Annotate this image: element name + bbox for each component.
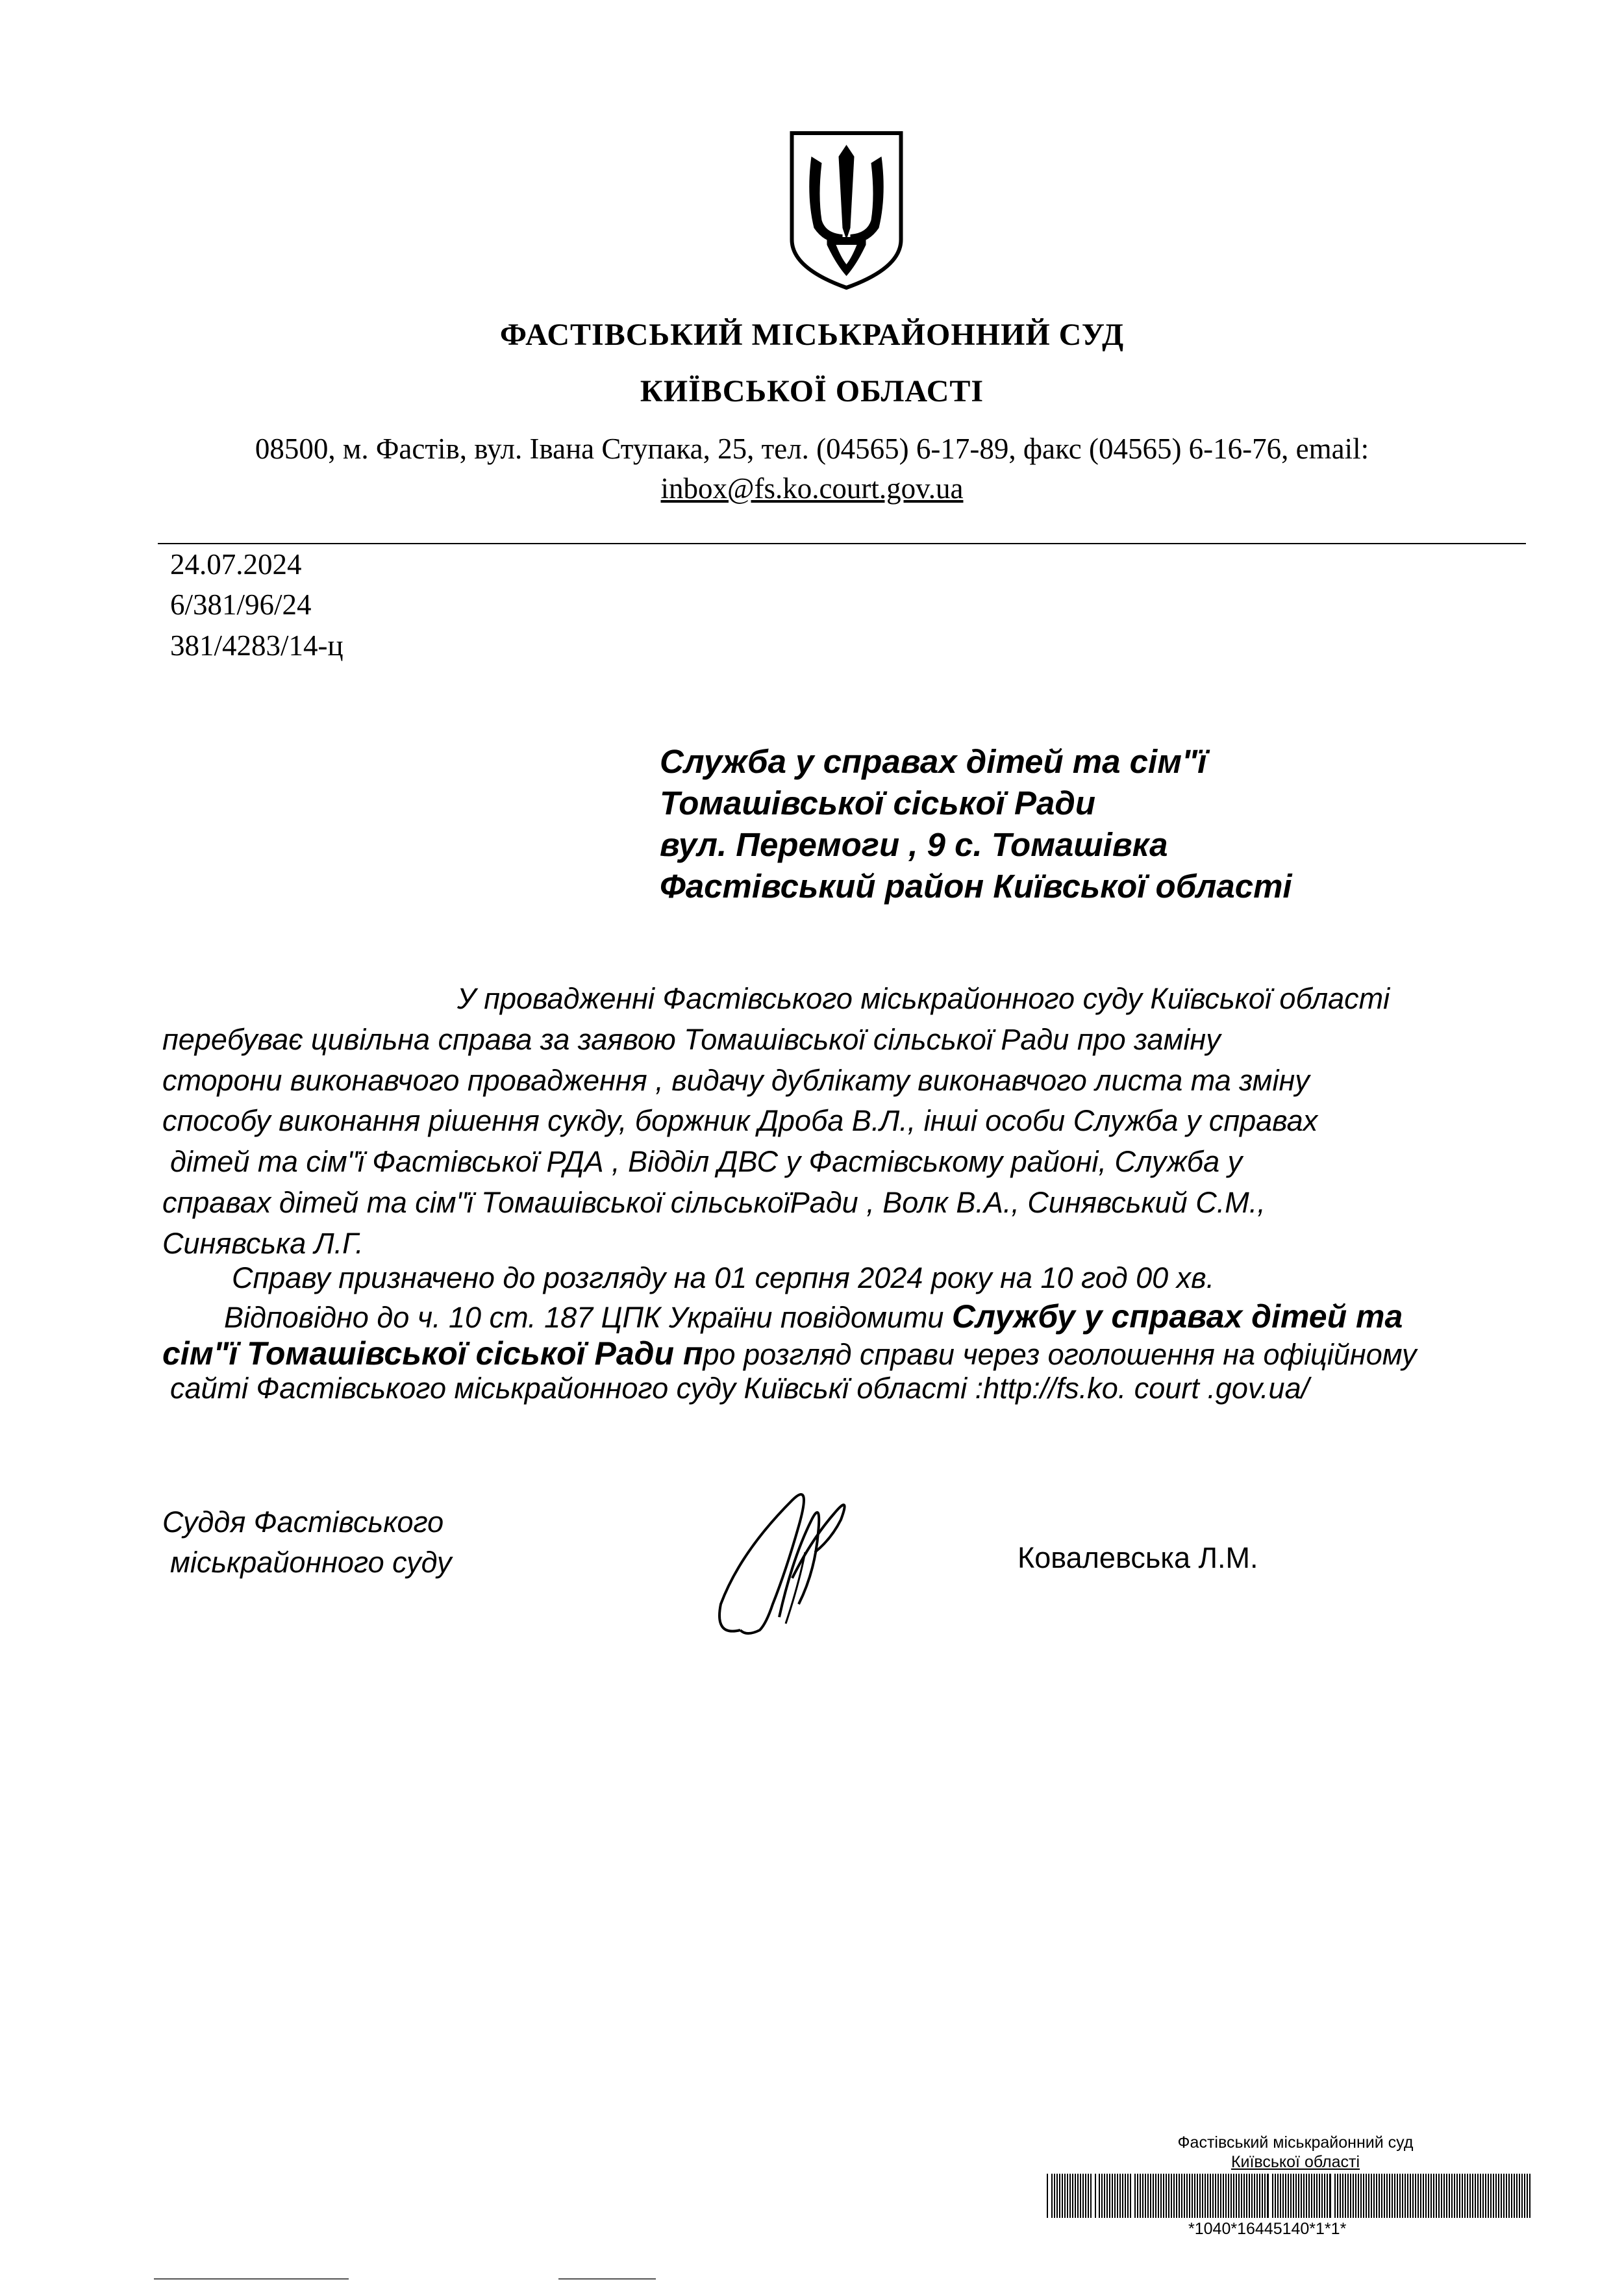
barcode-bar xyxy=(1381,2174,1382,2218)
barcode-bar xyxy=(1166,2174,1167,2218)
barcode-bar xyxy=(1425,2174,1427,2218)
barcode-icon xyxy=(1047,2174,1534,2218)
barcode-bar xyxy=(1480,2174,1481,2218)
barcode-bar xyxy=(1223,2174,1224,2218)
barcode-bar xyxy=(1112,2174,1113,2218)
barcode-bar xyxy=(1415,2174,1416,2218)
barcode-bar xyxy=(1158,2174,1159,2218)
barcode-bar xyxy=(1230,2174,1232,2218)
barcode-bar xyxy=(1511,2174,1512,2218)
barcode-bar xyxy=(1449,2174,1450,2218)
barcode-bar xyxy=(1127,2174,1129,2218)
barcode-bar xyxy=(1095,2174,1096,2218)
barcode-bar xyxy=(1410,2174,1411,2218)
body-line-9-emphasis: Службу у справах дітей та xyxy=(951,1298,1403,1335)
barcode-bar xyxy=(1321,2174,1323,2218)
barcode-bar xyxy=(1117,2174,1118,2218)
barcode-bar xyxy=(1134,2174,1136,2218)
body-line-3: сторони виконавчого провадження , видачу дублікату виконавчого листа та зміну xyxy=(162,1064,1310,1097)
barcode-bar xyxy=(1482,2174,1484,2218)
barcode-bar xyxy=(1075,2174,1076,2218)
barcode-bar xyxy=(1047,2174,1048,2218)
barcode-bar xyxy=(1233,2174,1234,2218)
barcode-bar xyxy=(1516,2174,1518,2218)
barcode-bar xyxy=(1210,2174,1211,2218)
barcode-bar xyxy=(1192,2174,1193,2218)
barcode-bar xyxy=(1064,2174,1066,2218)
barcode-bar xyxy=(1438,2174,1440,2218)
barcode-bar xyxy=(1508,2174,1510,2218)
barcode-bar xyxy=(1368,2174,1369,2218)
barcode-bar xyxy=(1218,2174,1219,2218)
barcode-bar xyxy=(1119,2174,1121,2218)
barcode-bar xyxy=(1501,2174,1502,2218)
barcode-bar xyxy=(1498,2174,1499,2218)
barcode-bar xyxy=(1285,2174,1286,2218)
barcode-bar xyxy=(1184,2174,1185,2218)
barcode-bar xyxy=(1430,2174,1432,2218)
court-region: КИЇВСЬКОЇ ОБЛАСТІ xyxy=(640,374,984,409)
barcode-bar xyxy=(1303,2174,1305,2218)
barcode-bar xyxy=(1212,2174,1214,2218)
barcode-bar xyxy=(1418,2174,1419,2218)
barcode-bar xyxy=(1373,2174,1375,2218)
body-line-10-emphasis: сім"ї Томашівської сіської Ради п xyxy=(162,1335,703,1372)
barcode-bar xyxy=(1446,2174,1447,2218)
barcode-bar xyxy=(1199,2174,1201,2218)
barcode-bar xyxy=(1456,2174,1458,2218)
barcode-bar xyxy=(1225,2174,1227,2218)
barcode-bar xyxy=(1101,2174,1103,2218)
handwritten-signature-icon xyxy=(701,1474,870,1643)
trident-emblem-icon xyxy=(788,131,905,290)
body-line-10 xyxy=(162,1335,1417,1372)
footer-line-left xyxy=(154,2278,349,2280)
judge-position-line-1: Суддя Фастівського xyxy=(162,1505,444,1539)
barcode-bar xyxy=(1059,2174,1060,2218)
body-line-9 xyxy=(224,1298,1403,1335)
body-line-11: сайті Фастівського міськрайонного суду Київськї області :http://fs.ko. court .gov.ua/ xyxy=(170,1372,1310,1405)
barcode-bar xyxy=(1085,2174,1086,2218)
barcode-bar xyxy=(1220,2174,1221,2218)
barcode-bar xyxy=(1295,2174,1297,2218)
barcode-bar xyxy=(1506,2174,1507,2218)
barcode-bar xyxy=(1205,2174,1206,2218)
barcode-bar xyxy=(1451,2174,1453,2218)
barcode-bar xyxy=(1340,2174,1341,2218)
barcode-bar xyxy=(1106,2174,1108,2218)
barcode-bar xyxy=(1125,2174,1126,2218)
barcode-bar xyxy=(1179,2174,1180,2218)
header-divider xyxy=(158,543,1526,544)
barcode-bar xyxy=(1189,2174,1190,2218)
barcode-bar xyxy=(1399,2174,1401,2218)
barcode-bar xyxy=(1514,2174,1515,2218)
barcode-bar xyxy=(1350,2174,1351,2218)
barcode-bar xyxy=(1163,2174,1164,2218)
body-line-2: перебуває цивільна справа за заявою Томашівської сільської Ради про заміну xyxy=(162,1023,1221,1056)
barcode-bar xyxy=(1130,2174,1131,2218)
barcode-bar xyxy=(1308,2174,1310,2218)
barcode-bar xyxy=(1392,2174,1393,2218)
barcode-bar xyxy=(1114,2174,1116,2218)
barcode-bar xyxy=(1394,2174,1395,2218)
barcode-bar xyxy=(1495,2174,1497,2218)
barcode-bar xyxy=(1319,2174,1320,2218)
barcode-bar xyxy=(1529,2174,1530,2218)
barcode-bar xyxy=(1207,2174,1208,2218)
barcode-bar xyxy=(1082,2174,1084,2218)
barcode-bar xyxy=(1454,2174,1455,2218)
barcode-bar xyxy=(1056,2174,1058,2218)
barcode-bar xyxy=(1327,2174,1328,2218)
barcode-bar xyxy=(1069,2174,1071,2218)
barcode-bar xyxy=(1099,2174,1100,2218)
barcode-bar xyxy=(1423,2174,1424,2218)
barcode-bar xyxy=(1376,2174,1377,2218)
body-line-9-text: Відповідно до ч. 10 ст. 187 ЦПК України повідомити xyxy=(224,1301,952,1334)
barcode-bar xyxy=(1379,2174,1380,2218)
barcode-bar xyxy=(1469,2174,1471,2218)
barcode-bar xyxy=(1249,2174,1250,2218)
barcode-bar xyxy=(1524,2174,1525,2218)
barcode-bar xyxy=(1329,2174,1331,2218)
court-email-link[interactable]: inbox@fs.ko.court.gov.ua xyxy=(660,472,964,505)
barcode-bar xyxy=(1145,2174,1146,2218)
barcode-bar xyxy=(1254,2174,1255,2218)
recipient-line-4: Фастівський район Київської області xyxy=(660,868,1292,905)
barcode-bar xyxy=(1345,2174,1346,2218)
barcode-bar xyxy=(1337,2174,1338,2218)
barcode-bar xyxy=(1488,2174,1489,2218)
barcode-bar xyxy=(1314,2174,1315,2218)
barcode-bar xyxy=(1171,2174,1172,2218)
barcode-bar xyxy=(1251,2174,1253,2218)
stamp-court-region: Київської області xyxy=(1230,2153,1360,2171)
barcode-bar xyxy=(1236,2174,1237,2218)
barcode-bar xyxy=(1090,2174,1092,2218)
barcode-bar xyxy=(1104,2174,1105,2218)
barcode-bar xyxy=(1306,2174,1307,2218)
barcode-bar xyxy=(1386,2174,1388,2218)
barcode-bar xyxy=(1360,2174,1362,2218)
body-line-10-text: ро розгляд справи через оголошення на офіційному xyxy=(703,1338,1417,1371)
barcode-bar xyxy=(1462,2174,1463,2218)
barcode-bar xyxy=(1420,2174,1421,2218)
barcode-bar xyxy=(1153,2174,1154,2218)
barcode-bar xyxy=(1475,2174,1476,2218)
barcode-bar xyxy=(1272,2174,1273,2218)
barcode-bar xyxy=(1347,2174,1349,2218)
barcode-bar xyxy=(1472,2174,1473,2218)
recipient-line-1: Служба у справах дітей та сім"ї xyxy=(660,743,1207,780)
court-name: ФАСТІВСЬКИЙ МІСЬКРАЙОННИЙ СУД xyxy=(499,318,1125,352)
barcode-bar xyxy=(1293,2174,1294,2218)
body-line-5: дітей та сім"ї Фастівської РДА , Відділ ДВС у Фастівському районі, Служба у xyxy=(170,1145,1243,1178)
barcode-bar xyxy=(1490,2174,1492,2218)
case-number: 381/4283/14-ц xyxy=(170,629,344,662)
barcode-bar xyxy=(1194,2174,1195,2218)
barcode-bar xyxy=(1072,2174,1073,2218)
barcode-bar xyxy=(1186,2174,1188,2218)
footer-line-right xyxy=(558,2278,656,2280)
barcode-bar xyxy=(1080,2174,1081,2218)
barcode-bar xyxy=(1389,2174,1390,2218)
barcode-bar xyxy=(1324,2174,1325,2218)
stamp-court-name: Фастівський міськрайонний суд xyxy=(1177,2133,1414,2152)
body-line-7: Синявська Л.Г. xyxy=(162,1227,364,1260)
barcode-bar xyxy=(1137,2174,1138,2218)
barcode-bar xyxy=(1363,2174,1364,2218)
barcode-bar xyxy=(1443,2174,1445,2218)
barcode-bar xyxy=(1282,2174,1284,2218)
barcode-bar xyxy=(1241,2174,1242,2218)
barcode-bar xyxy=(1301,2174,1302,2218)
barcode-bar xyxy=(1259,2174,1260,2218)
barcode-bar xyxy=(1051,2174,1053,2218)
barcode-bar xyxy=(1405,2174,1406,2218)
barcode-bar xyxy=(1238,2174,1240,2218)
barcode-bar xyxy=(1459,2174,1460,2218)
barcode-bar xyxy=(1485,2174,1486,2218)
barcode-bar xyxy=(1267,2174,1269,2218)
barcode-bar xyxy=(1397,2174,1398,2218)
barcode-bar xyxy=(1436,2174,1437,2218)
barcode-bar xyxy=(1176,2174,1177,2218)
barcode-bar xyxy=(1077,2174,1079,2218)
barcode-bar xyxy=(1228,2174,1229,2218)
barcode-bar xyxy=(1109,2174,1110,2218)
body-line-4: способу виконання рішення сукду, боржник Дроба В.Л., інші особи Служба у справах xyxy=(162,1104,1318,1137)
barcode-bar xyxy=(1316,2174,1318,2218)
barcode-bar xyxy=(1275,2174,1276,2218)
barcode-number: *1040*16445140*1*1* xyxy=(1188,2220,1347,2238)
barcode-bar xyxy=(1054,2174,1055,2218)
barcode-bar xyxy=(1477,2174,1479,2218)
barcode-bar xyxy=(1202,2174,1203,2218)
barcode-bar xyxy=(1503,2174,1505,2218)
barcode-bar xyxy=(1358,2174,1359,2218)
barcode-bar xyxy=(1428,2174,1429,2218)
barcode-bar xyxy=(1527,2174,1528,2218)
judge-position-line-2: міськрайонного суду xyxy=(170,1546,452,1579)
barcode-bar xyxy=(1088,2174,1089,2218)
barcode-bar xyxy=(1155,2174,1156,2218)
barcode-bar xyxy=(1366,2174,1367,2218)
barcode-bar xyxy=(1353,2174,1354,2218)
body-line-6: справах дітей та сім"ї Томашівської сільськоїРади , Волк В.А., Синявський С.М., xyxy=(162,1186,1266,1219)
barcode-bar xyxy=(1402,2174,1403,2218)
barcode-bar xyxy=(1262,2174,1263,2218)
barcode-bar xyxy=(1521,2174,1523,2218)
barcode-bar xyxy=(1122,2174,1123,2218)
barcode-bar xyxy=(1173,2174,1175,2218)
recipient-line-2: Томашівської сіської Ради xyxy=(660,785,1096,822)
barcode-bar xyxy=(1246,2174,1247,2218)
barcode-bar xyxy=(1288,2174,1289,2218)
barcode-bar xyxy=(1215,2174,1216,2218)
barcode-bar xyxy=(1441,2174,1442,2218)
barcode-bar xyxy=(1412,2174,1414,2218)
barcode-bar xyxy=(1168,2174,1169,2218)
barcode-bar xyxy=(1181,2174,1182,2218)
barcode-bar xyxy=(1371,2174,1372,2218)
barcode-bar xyxy=(1290,2174,1292,2218)
recipient-line-3: вул. Перемоги , 9 с. Томашівка xyxy=(660,826,1168,863)
barcode-bar xyxy=(1067,2174,1068,2218)
barcode-bar xyxy=(1264,2174,1266,2218)
barcode-bar xyxy=(1160,2174,1162,2218)
barcode-bar xyxy=(1256,2174,1258,2218)
barcode-bar xyxy=(1433,2174,1434,2218)
body-line-1: У провадженні Фастівського міськрайонного суду Київської області xyxy=(457,982,1390,1015)
barcode-bar xyxy=(1493,2174,1494,2218)
barcode-bar xyxy=(1277,2174,1279,2218)
barcode-bar xyxy=(1384,2174,1385,2218)
barcode-bar xyxy=(1467,2174,1468,2218)
barcode-bar xyxy=(1298,2174,1299,2218)
barcode-bar xyxy=(1280,2174,1281,2218)
outgoing-number: 6/381/96/24 xyxy=(170,588,312,621)
barcode-bar xyxy=(1062,2174,1063,2218)
barcode-bar xyxy=(1464,2174,1466,2218)
barcode-bar xyxy=(1197,2174,1198,2218)
barcode-bar xyxy=(1355,2174,1356,2218)
barcode-bar xyxy=(1147,2174,1149,2218)
barcode-bar xyxy=(1150,2174,1151,2218)
barcode-bar xyxy=(1140,2174,1141,2218)
letter-date: 24.07.2024 xyxy=(170,548,302,581)
barcode-bar xyxy=(1311,2174,1312,2218)
judge-name: Ковалевська Л.М. xyxy=(1018,1541,1258,1574)
barcode-bar xyxy=(1407,2174,1408,2218)
barcode-bar xyxy=(1334,2174,1336,2218)
barcode-bar xyxy=(1342,2174,1343,2218)
barcode-bar xyxy=(1142,2174,1143,2218)
court-address: 08500, м. Фастів, вул. Івана Ступака, 25, тел. (04565) 6-17-89, факс (04565) 6-16-76, email: xyxy=(255,433,1369,465)
body-line-8: Справу призначено до розгляду на 01 серпня 2024 року на 10 год 00 хв. xyxy=(232,1261,1215,1294)
barcode-bar xyxy=(1519,2174,1520,2218)
barcode-bar xyxy=(1243,2174,1245,2218)
